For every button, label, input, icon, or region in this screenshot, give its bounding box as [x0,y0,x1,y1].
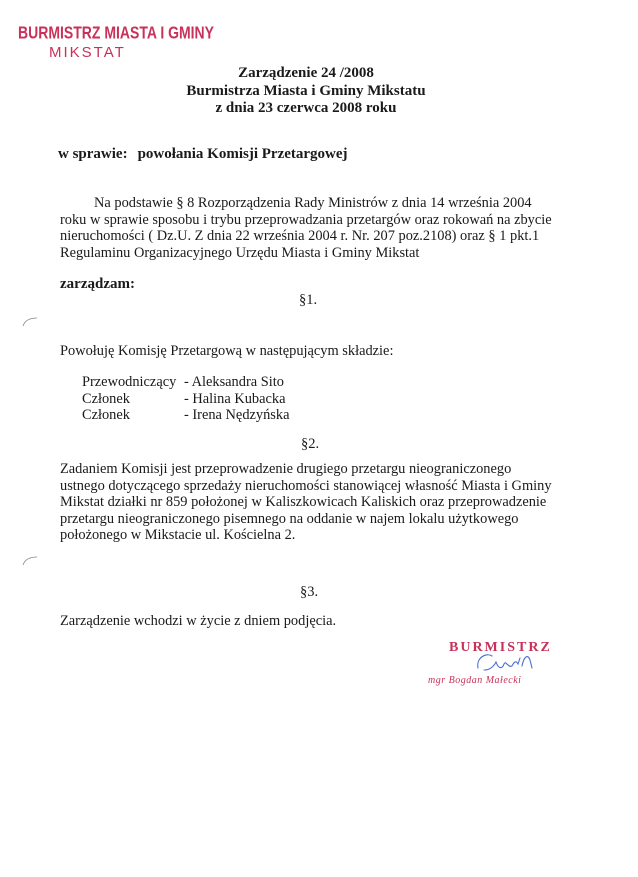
member-role: Przewodniczący [82,374,177,390]
paragraph-line: położonego w Mikstacie ul. Kościelna 2. [60,527,296,544]
margin-mark [22,556,38,566]
section-1-intro: Powołuję Komisję Przetargową w następującym składzie: [60,343,394,359]
signature-stamp-title: BURMISTRZ [449,640,552,655]
section-3-heading: §3. [299,584,319,600]
paragraph-line: ustnego dotyczącego sprzedaży nieruchomości stanowiącej własność Miasta i Gminy [60,477,552,494]
document-title: Zarządzenie 24 /2008 [238,65,374,81]
signatory-name: mgr Bogdan Małecki [428,675,522,686]
paragraph-line: nieruchomości ( Dz.U. Z dnia 22 września 2004 r. Nr. 207 poz.2108) oraz § 1 pkt.1 [60,228,540,245]
member-name: - Aleksandra Sito [184,374,284,390]
subject-label: w sprawie: [58,146,128,162]
document-issuer: Burmistrza Miasta i Gminy Mikstatu [186,83,426,99]
section-2-paragraph [60,461,552,544]
paragraph-line: Zadaniem Komisji jest przeprowadzenie drugiego przetargu nieograniczonego [60,461,512,477]
stamp-town-name: MIKSTAT [49,44,126,61]
stamp-office-name: BURMISTRZ MIASTA I GMINY [18,22,214,42]
paragraph-line: przetargu nieograniczonego pisemnego na oddanie w najem lokalu użytkowego [60,510,519,527]
decree-word: zarządzam: [60,276,135,292]
member-role: Członek [82,390,130,407]
member-row [82,374,289,391]
handwritten-signature [470,648,540,678]
member-row [82,407,289,424]
document-date: z dnia 23 czerwca 2008 roku [215,100,397,116]
paragraph-line: Regulaminu Organizacyjnego Urzędu Miasta i Gminy Mikstat [60,244,420,261]
document-subject [58,146,348,163]
member-name: - Irena Nędzyńska [184,407,290,424]
paragraph-line: Mikstat działki nr 859 położonej w Kaliszkowicach Kaliskich oraz przeprowadzenie [60,494,547,511]
paragraph-line: Na podstawie § 8 Rozporządzenia Rady Ministrów z dnia 14 września 2004 [94,195,532,211]
commission-members-list [82,374,289,424]
subject-text: powołania Komisji Przetargowej [137,146,348,162]
section-3-text: Zarządzenie wchodzi w życie z dniem podjęcia. [60,613,337,629]
member-role: Członek [82,407,130,424]
legal-basis-paragraph [60,195,552,261]
section-1-heading: §1. [298,292,318,308]
paragraph-line: roku w sprawie sposobu i trybu przeprowadzania przetargów oraz rokowań na zbycie [60,211,552,228]
member-row [82,391,289,408]
margin-mark [22,317,38,327]
member-name: - Halina Kubacka [184,390,286,407]
section-2-heading: §2. [300,436,320,452]
